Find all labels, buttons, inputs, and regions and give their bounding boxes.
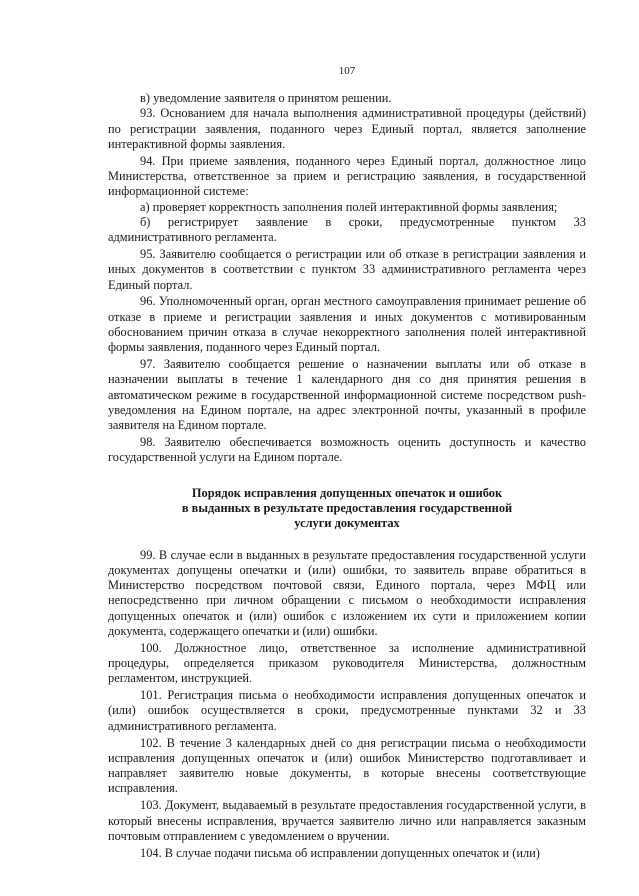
heading-line: услуги документах bbox=[294, 516, 400, 531]
paragraph: в) уведомление заявителя о принятом решении. bbox=[140, 91, 392, 105]
paragraph: 101. Регистрация письма о необходимости исправления допущенных опечаток и (или) ошибок осуществляется в сроки, предусмотренные пунктами 32 и 33 административного регламента. bbox=[108, 688, 586, 733]
paragraph: 96. Уполномоченный орган, орган местного самоуправления принимает решение об отказе в приеме и регистрации заявления и иных документов с мотивированным обоснованием причин отказа в случае некорректного заполнения полей интерактивной формы заявления, поданного через Единый портал. bbox=[108, 294, 586, 355]
heading-line: Порядок исправления допущенных опечаток и ошибок bbox=[191, 485, 503, 500]
paragraph: 95. Заявителю сообщается о регистрации или об отказе в регистрации заявления и иных документов в соответствии с пунктом 33 административного регламента через Единый портал. bbox=[108, 246, 586, 292]
paragraph: 97. Заявителю сообщается решение о назначении выплаты или об отказе в назначении выплаты в течение 1 календарного дня со дня принятия решения в автоматическом режиме в государственной информационной системе посредством push-уведомления на Едином портале, на адрес электронной почты, указанный в профиле заявителя на Едином портале. bbox=[108, 357, 586, 433]
document-body bbox=[108, 91, 586, 861]
paragraph: 100. Должностное лицо, ответственное за исполнение административной процедуры, определяется приказом руководителя Министерства, должностным регламентом, инструкцией. bbox=[108, 640, 586, 686]
document-page bbox=[108, 0, 586, 896]
paragraph: 103. Документ, выдаваемый в результате предоставления государственной услуги, в который внесены исправления, вручается заявителю лично или направляется заказным почтовым отправлением с уведомлением о вручении. bbox=[108, 798, 586, 843]
paragraph: 99. В случае если в выданных в результате предоставления государственной услуги документах допущены опечатки и (или) ошибки, то заявитель вправе обратиться в Министерство посредством почтовой связи, Единого портала, через МФЦ или непосредственно при личном обращении с письмом о необходимости исправления допущенных опечаток и (или) ошибок с изложением их сути и приложением копии документа, содержащего опечатки и (или) ошибки. bbox=[108, 547, 586, 638]
paragraph: 102. В течение 3 календарных дней со дня регистрации письма о необходимости исправления допущенных опечаток и (или) ошибок Министерство подготавливает и направляет заявителю новые документы, в которые внесены соответствующие исправления. bbox=[108, 735, 586, 796]
paragraph: 94. При приеме заявления, поданного через Единый портал, должностное лицо Министерства, ответственное за прием и регистрацию заявления, в государственной информационной системе: bbox=[108, 153, 586, 199]
paragraph: 98. Заявителю обеспечивается возможность оценить доступность и качество государственной услуги на Едином портале. bbox=[108, 435, 586, 465]
section-heading bbox=[108, 486, 586, 532]
paragraph: а) проверяет корректность заполнения полей интерактивной формы заявления; bbox=[140, 199, 558, 214]
paragraph: б) регистрирует заявление в сроки, предусмотренные пунктом 33 административного регламента. bbox=[108, 214, 586, 245]
paragraph: 93. Основанием для начала выполнения административной процедуры (действий) по регистрации заявления, поданного через Единый портал, является заполнение интерактивной формы заявления. bbox=[108, 106, 586, 151]
heading-line: в выданных в результате предоставления государственной bbox=[181, 500, 513, 515]
paragraph: 104. В случае подачи письма об исправлении допущенных опечаток и (или) bbox=[140, 845, 540, 860]
page-number: 107 bbox=[338, 65, 356, 77]
